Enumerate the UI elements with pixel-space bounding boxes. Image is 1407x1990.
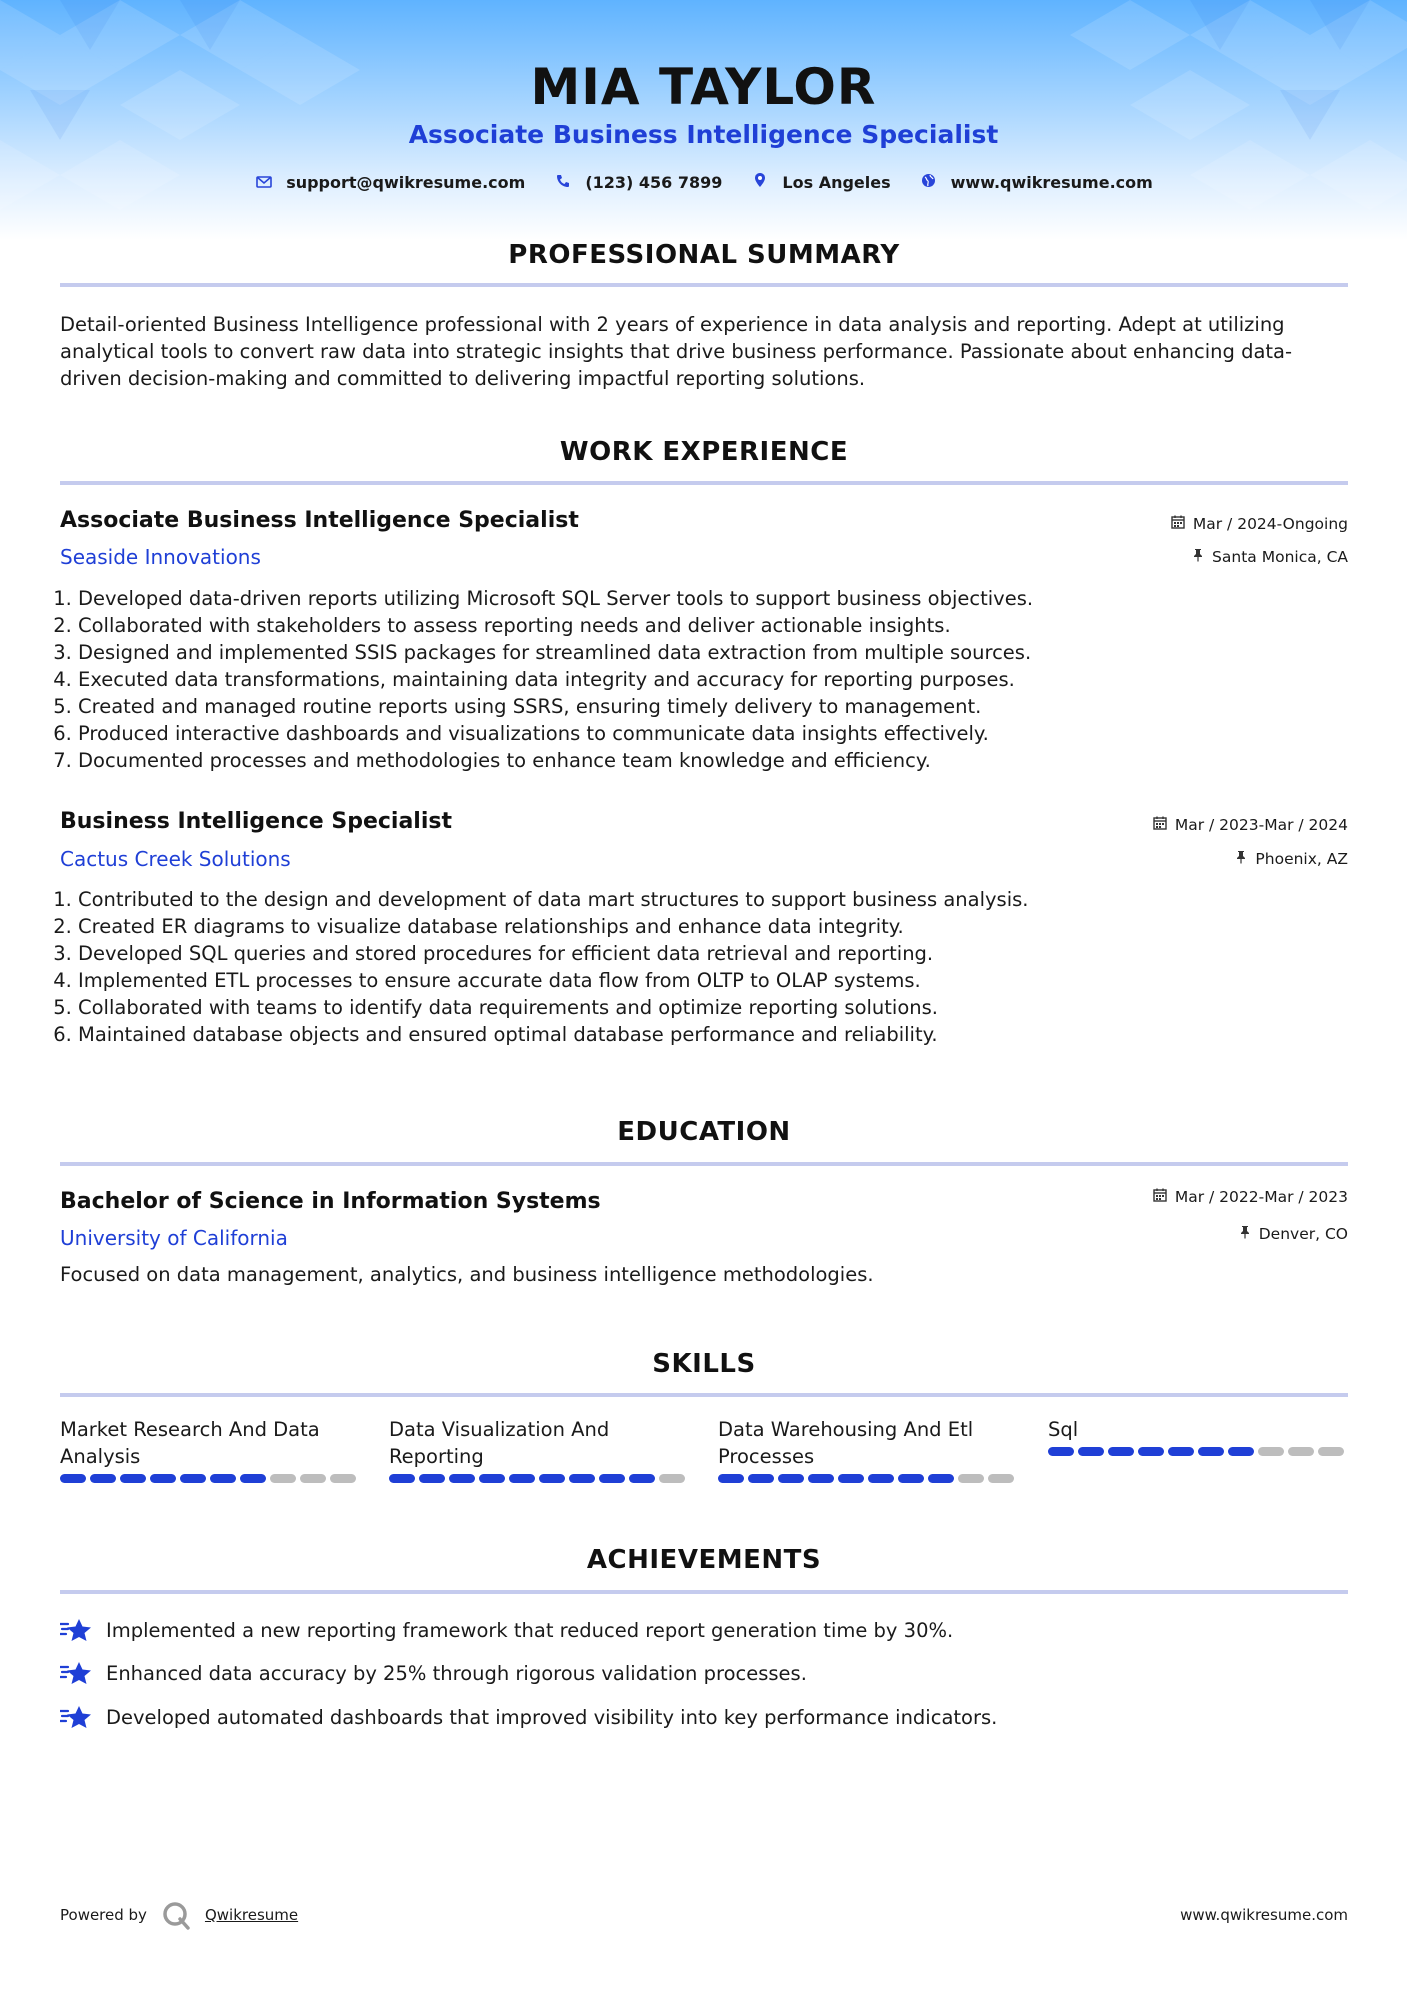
degree-title: Bachelor of Science in Information Systems xyxy=(60,1189,601,1214)
job-title: Associate Business Intelligence Specialist xyxy=(60,508,579,533)
pushpin-icon xyxy=(1235,850,1247,868)
list-item: 1. Developed data-driven reports utilizing Microsoft SQL Server tools to support business objectives. xyxy=(78,585,1328,612)
list-item: 5. Collaborated with teams to identify data requirements and optimize reporting solutions. xyxy=(78,994,1328,1021)
skill-name xyxy=(389,1416,689,1470)
job-responsibilities xyxy=(60,585,1328,774)
job-location-text: Santa Monica, CA xyxy=(1212,548,1348,566)
skill-name-line: Reporting xyxy=(389,1445,484,1468)
skill-segment-filled xyxy=(808,1474,834,1483)
skill-item xyxy=(718,1416,1018,1483)
summary-line: analytical tools to convert raw data into strategic insights that drive business performance. Passionate about enhancing data- xyxy=(60,340,1293,363)
skill-segment-filled xyxy=(479,1474,505,1483)
list-item: 3. Developed SQL queries and stored procedures for efficient data retrieval and reporting. xyxy=(78,940,1328,967)
school-name: University of California xyxy=(60,1226,288,1250)
skill-item xyxy=(389,1416,689,1483)
contact-location xyxy=(750,172,890,192)
job-responsibilities xyxy=(60,886,1328,1048)
skill-segment-filled xyxy=(1048,1447,1074,1456)
star-icon xyxy=(60,1660,92,1686)
skill-segment-filled xyxy=(1198,1447,1224,1456)
skill-segment-filled xyxy=(120,1474,146,1483)
skill-segment-filled xyxy=(210,1474,236,1483)
contact-email[interactable] xyxy=(254,173,525,192)
education-heading: EDUCATION xyxy=(617,1117,791,1147)
education-divider xyxy=(60,1162,1348,1166)
calendar-icon xyxy=(1153,1188,1167,1206)
skill-segment-filled xyxy=(419,1474,445,1483)
skill-segment-empty xyxy=(330,1474,356,1483)
qwikresume-logo-icon xyxy=(161,1900,191,1930)
skill-name xyxy=(1048,1416,1348,1443)
footer-website[interactable]: www.qwikresume.com xyxy=(1180,1906,1348,1924)
candidate-name: MIA TAYLOR xyxy=(530,58,877,116)
skill-segment-empty xyxy=(958,1474,984,1483)
skill-segment-filled xyxy=(509,1474,535,1483)
summary-heading: PROFESSIONAL SUMMARY xyxy=(508,240,900,270)
job-location xyxy=(1235,850,1348,868)
powered-by-label: Powered by xyxy=(60,1906,147,1924)
job-dates-text: Mar / 2023-Mar / 2024 xyxy=(1174,816,1348,834)
achievement-text: Developed automated dashboards that improved visibility into key performance indicators. xyxy=(106,1705,998,1729)
star-icon xyxy=(60,1617,92,1643)
achievement-item xyxy=(60,1704,997,1730)
education-dates-text: Mar / 2022-Mar / 2023 xyxy=(1174,1188,1348,1206)
skill-level-bar xyxy=(389,1474,689,1483)
candidate-title: Associate Business Intelligence Specialist xyxy=(408,120,999,149)
skill-segment-empty xyxy=(1288,1447,1314,1456)
achievement-text: Enhanced data accuracy by 25% through rigorous validation processes. xyxy=(106,1661,807,1685)
skill-segment-filled xyxy=(389,1474,415,1483)
qwikresume-link[interactable]: Qwikresume xyxy=(204,1906,299,1924)
skill-segment-filled xyxy=(838,1474,864,1483)
job-company: Seaside Innovations xyxy=(60,545,261,569)
achievement-item xyxy=(60,1617,953,1643)
location-text: Los Angeles xyxy=(782,172,891,192)
website-text: www.qwikresume.com xyxy=(950,172,1153,192)
contact-phone[interactable] xyxy=(553,173,722,192)
skill-name xyxy=(60,1416,360,1470)
list-item: 1. Contributed to the design and development of data mart structures to support business analysis. xyxy=(78,886,1328,913)
email-text: support@qwikresume.com xyxy=(286,172,526,192)
skill-segment-filled xyxy=(60,1474,86,1483)
skill-segment-empty xyxy=(988,1474,1014,1483)
skill-name-line: Sql xyxy=(1048,1418,1079,1441)
education-location xyxy=(1239,1225,1348,1243)
skill-segment-filled xyxy=(569,1474,595,1483)
list-item: 2. Collaborated with stakeholders to assess reporting needs and deliver actionable insights. xyxy=(78,612,1328,639)
pushpin-icon xyxy=(1192,548,1204,566)
skill-segment-filled xyxy=(240,1474,266,1483)
summary-divider xyxy=(60,283,1348,287)
skill-level-bar xyxy=(718,1474,1018,1483)
experience-divider xyxy=(60,481,1348,485)
summary-line: Detail-oriented Business Intelligence professional with 2 years of experience in data analysis and reporting. Adept at utilizing xyxy=(60,313,1285,336)
skill-segment-filled xyxy=(599,1474,625,1483)
summary-line: driven decision-making and committed to delivering impactful reporting solutions. xyxy=(60,367,866,390)
skill-segment-filled xyxy=(868,1474,894,1483)
skill-name-line: Data Warehousing And Etl xyxy=(718,1418,974,1441)
skill-segment-filled xyxy=(928,1474,954,1483)
education-description: Focused on data management, analytics, and business intelligence methodologies. xyxy=(60,1263,874,1286)
list-item: 4. Implemented ETL processes to ensure accurate data flow from OLTP to OLAP systems. xyxy=(78,967,1328,994)
job-title: Business Intelligence Specialist xyxy=(60,809,452,834)
phone-text: (123) 456 7899 xyxy=(585,172,723,192)
skill-segment-filled xyxy=(778,1474,804,1483)
skill-name-line: Market Research And Data xyxy=(60,1418,320,1441)
skills-heading: SKILLS xyxy=(652,1349,756,1379)
globe-icon xyxy=(919,173,939,192)
skill-name xyxy=(718,1416,1018,1470)
skill-segment-filled xyxy=(718,1474,744,1483)
skill-segment-filled xyxy=(898,1474,924,1483)
job-dates xyxy=(1171,515,1348,533)
skill-name-line: Processes xyxy=(718,1445,815,1468)
skill-item xyxy=(1048,1416,1348,1456)
skill-name-line: Data Visualization And xyxy=(389,1418,610,1441)
skill-segment-filled xyxy=(90,1474,116,1483)
contact-website[interactable] xyxy=(919,173,1153,192)
job-company: Cactus Creek Solutions xyxy=(60,847,291,871)
skill-name-line: Analysis xyxy=(60,1445,141,1468)
footer-powered-by xyxy=(60,1900,298,1930)
skill-segment-empty xyxy=(1318,1447,1344,1456)
skill-segment-empty xyxy=(1258,1447,1284,1456)
skill-segment-empty xyxy=(270,1474,296,1483)
job-location-text: Phoenix, AZ xyxy=(1255,850,1348,868)
education-location-text: Denver, CO xyxy=(1258,1225,1348,1243)
map-pin-icon xyxy=(750,172,770,192)
skill-segment-filled xyxy=(180,1474,206,1483)
envelope-icon xyxy=(254,173,274,192)
list-item: 6. Produced interactive dashboards and visualizations to communicate data insights effectively. xyxy=(78,720,1328,747)
skill-segment-empty xyxy=(300,1474,326,1483)
achievement-text: Implemented a new reporting framework that reduced report generation time by 30%. xyxy=(106,1618,954,1642)
skill-segment-filled xyxy=(1108,1447,1134,1456)
phone-icon xyxy=(553,173,573,192)
job-dates-text: Mar / 2024-Ongoing xyxy=(1192,515,1348,533)
experience-heading: WORK EXPERIENCE xyxy=(559,437,849,467)
list-item: 4. Executed data transformations, maintaining data integrity and accuracy for reporting purposes. xyxy=(78,666,1328,693)
skill-segment-filled xyxy=(1168,1447,1194,1456)
list-item: 6. Maintained database objects and ensured optimal database performance and reliability. xyxy=(78,1021,1328,1048)
skill-level-bar xyxy=(60,1474,360,1483)
skill-segment-filled xyxy=(1078,1447,1104,1456)
skill-segment-filled xyxy=(449,1474,475,1483)
contact-bar xyxy=(0,172,1407,192)
skills-divider xyxy=(60,1393,1348,1397)
achievements-divider xyxy=(60,1590,1348,1594)
skill-segment-empty xyxy=(659,1474,685,1483)
calendar-icon xyxy=(1171,515,1185,533)
skill-segment-filled xyxy=(748,1474,774,1483)
achievements-heading: ACHIEVEMENTS xyxy=(586,1545,822,1575)
skill-segment-filled xyxy=(1138,1447,1164,1456)
skill-segment-filled xyxy=(629,1474,655,1483)
star-icon xyxy=(60,1704,92,1730)
summary-text xyxy=(60,311,1348,392)
education-dates xyxy=(1153,1188,1348,1206)
list-item: 5. Created and managed routine reports using SSRS, ensuring timely delivery to management. xyxy=(78,693,1328,720)
skill-segment-filled xyxy=(150,1474,176,1483)
pushpin-icon xyxy=(1239,1225,1251,1243)
calendar-icon xyxy=(1153,816,1167,834)
list-item: 3. Designed and implemented SSIS packages for streamlined data extraction from multiple sources. xyxy=(78,639,1328,666)
job-location xyxy=(1192,548,1348,566)
job-dates xyxy=(1153,816,1348,834)
skill-segment-filled xyxy=(1228,1447,1254,1456)
list-item: 7. Documented processes and methodologies to enhance team knowledge and efficiency. xyxy=(78,747,1328,774)
skill-level-bar xyxy=(1048,1447,1348,1456)
list-item: 2. Created ER diagrams to visualize database relationships and enhance data integrity. xyxy=(78,913,1328,940)
skill-item xyxy=(60,1416,360,1483)
achievement-item xyxy=(60,1660,807,1686)
skill-segment-filled xyxy=(539,1474,565,1483)
